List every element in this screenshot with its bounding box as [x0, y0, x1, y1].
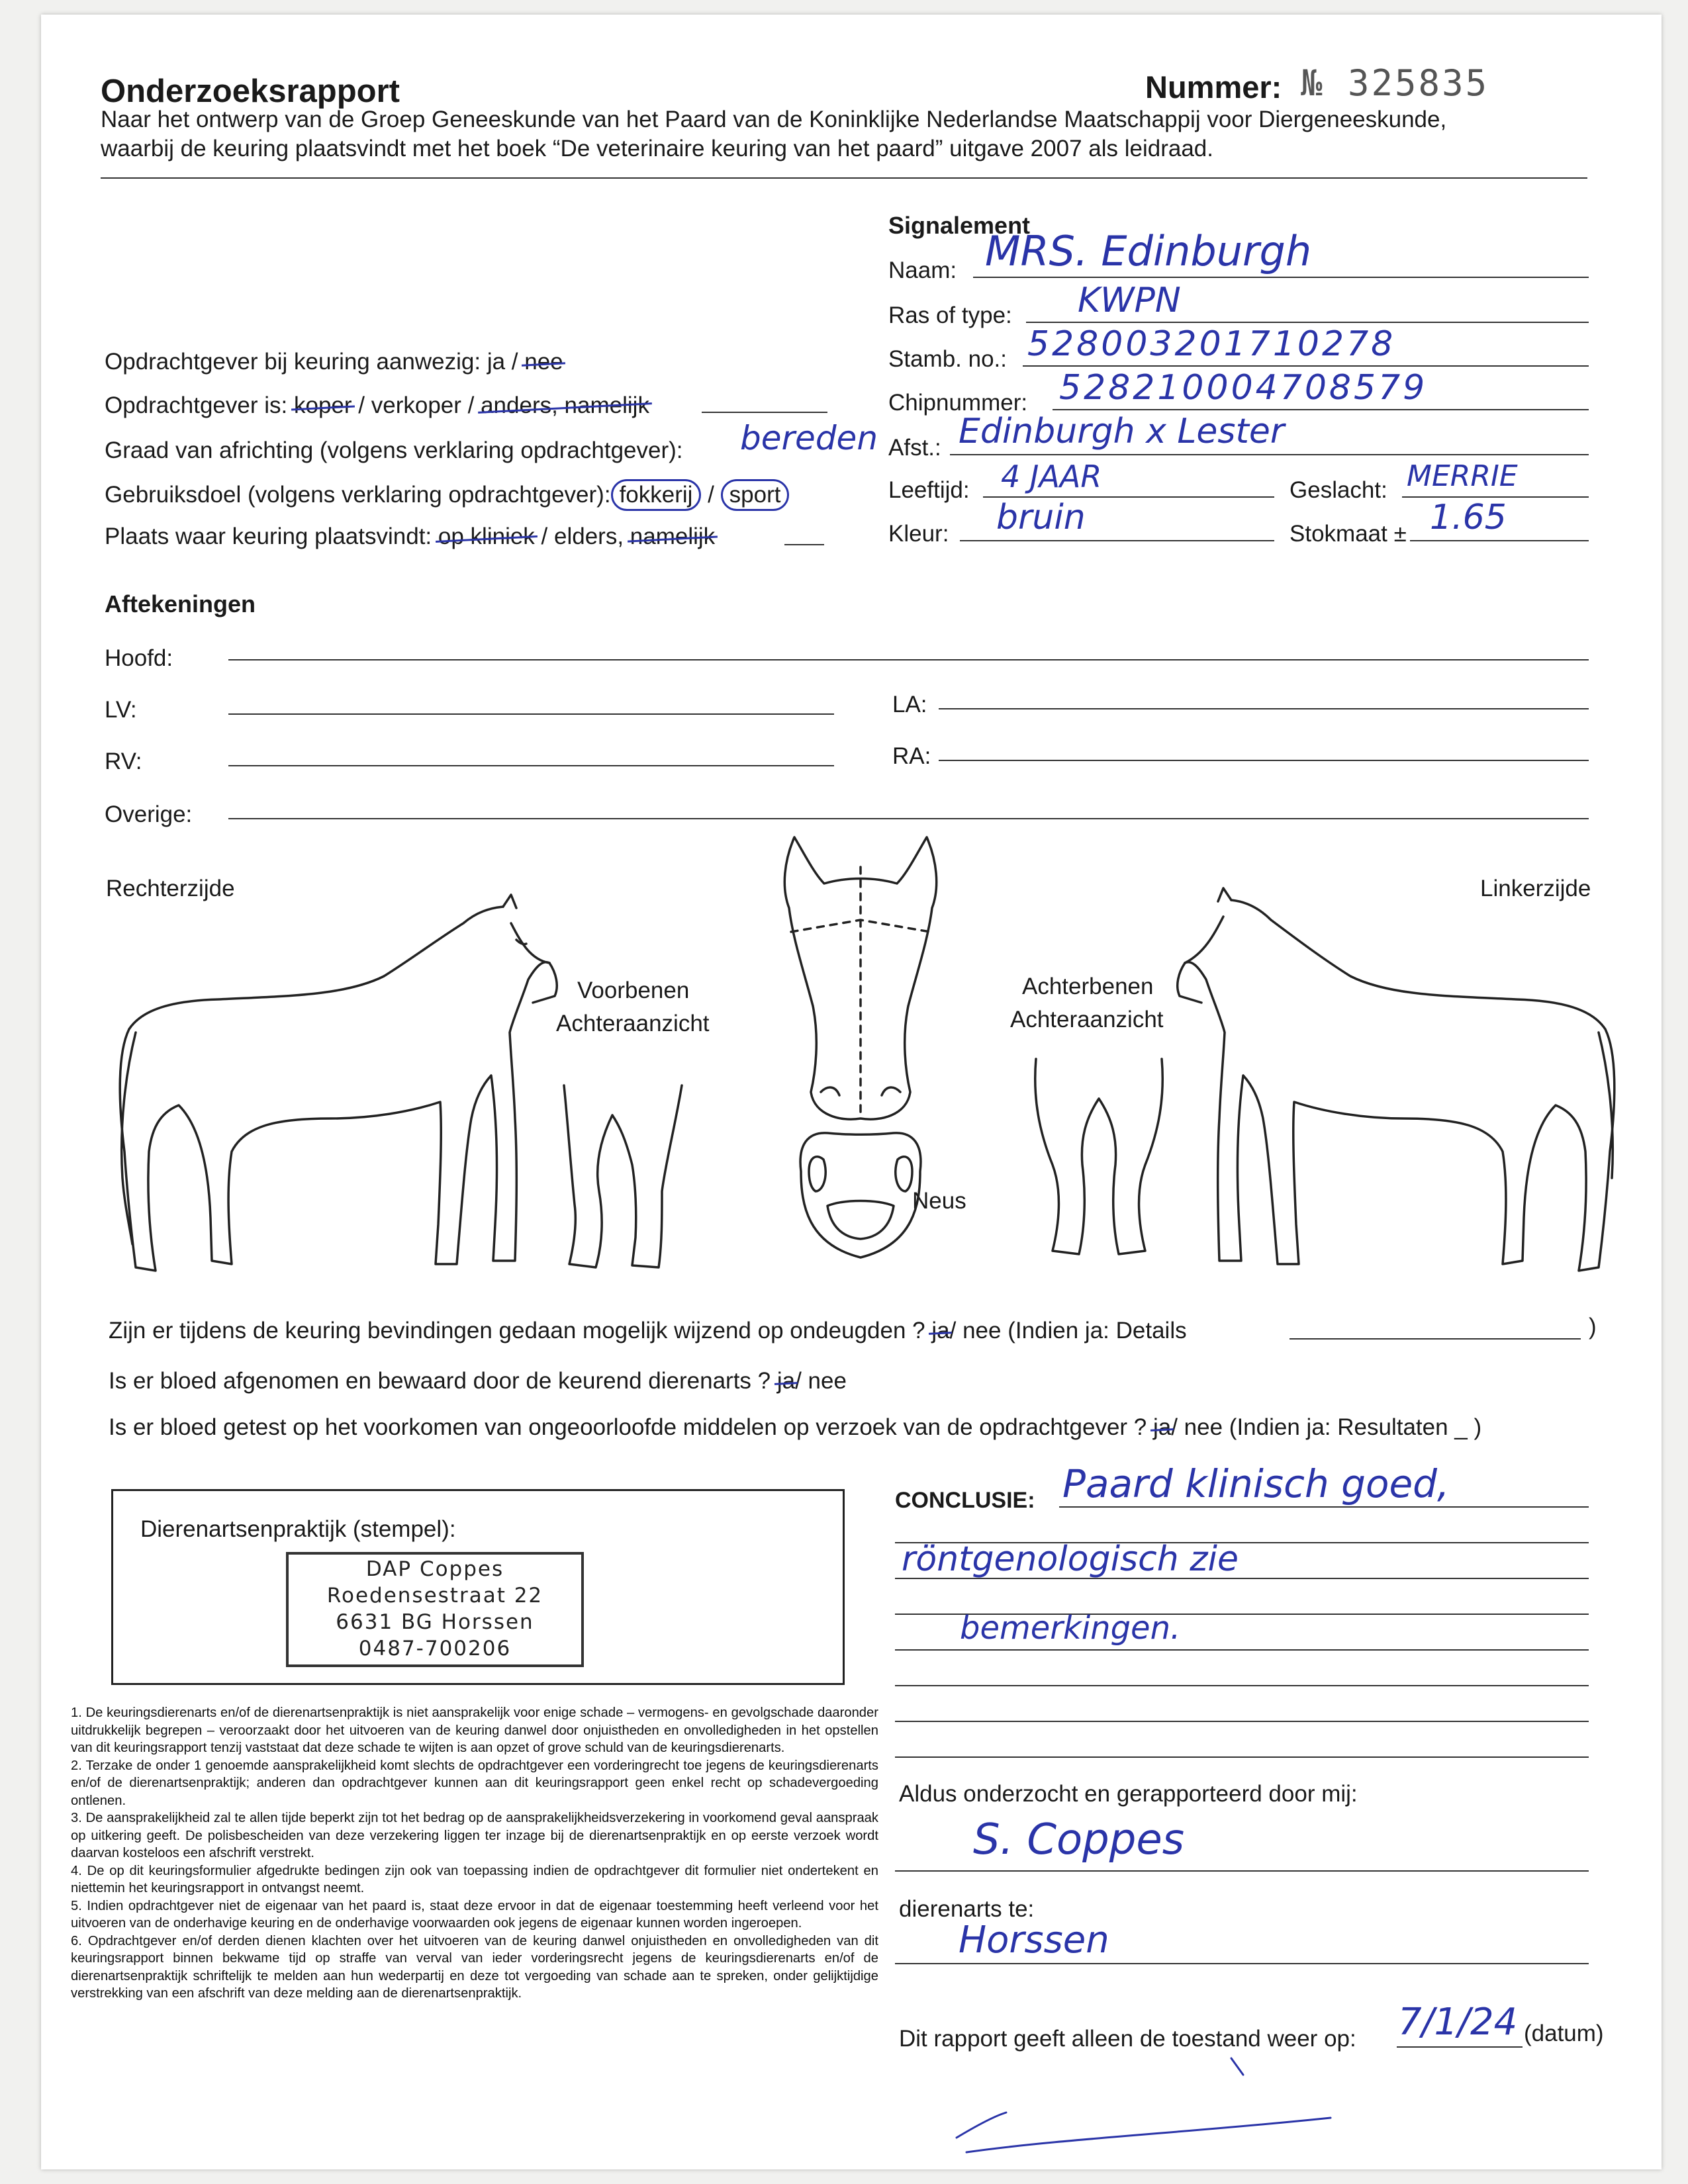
conclusie-value-2: röntgenologisch zie: [902, 1539, 1239, 1579]
neus-label: Neus: [912, 1188, 966, 1214]
kleur-label: Kleur:: [888, 521, 949, 547]
footnote-2: 2. Terzake de onder 1 genoemde aansprakelijkheid komt slechts de opdrachtgever een vorderingrecht toe jegens de keuringsdierenarts en/of de dierenartsenpraktijk; anderen dan opdrachtgever kunnen aan dit keuringsrapport geen enkel recht op schadevergoeding ontlenen.: [71, 1758, 878, 1808]
voorbenen-sub-label: Achteraanzicht: [556, 1011, 710, 1036]
ras-value: KWPN: [1078, 281, 1181, 320]
stamp-box-label: Dierenartsenpraktijk (stempel):: [140, 1516, 456, 1542]
elders-option: / elders,: [541, 523, 624, 549]
gebruik-sep: /: [708, 482, 714, 508]
subtitle-line-1: Naar het ontwerp van de Groep Geneeskunde van het Paard van de Koninklijke Nederlandse Maatschappij voor Diergeneeskunde,: [101, 107, 1447, 132]
datum-value: 7/1/24: [1398, 2001, 1518, 2044]
q1-text: Zijn er tijdens de keuring bevindingen gedaan mogelijk wijzend op ondeugden ?: [109, 1318, 925, 1343]
q1-ja-struck: ja: [931, 1318, 950, 1343]
q3-text: Is er bloed getest op het voorkomen van ongeoorloofde middelen op verzoek van de opdrachtgever ?: [109, 1414, 1147, 1440]
la-label: LA:: [892, 692, 927, 717]
stamb-label: Stamb. no.:: [888, 346, 1007, 372]
aanwezig-nee-struck: nee: [524, 349, 563, 375]
stamp-line-2: Roedensestraat 22: [326, 1584, 543, 1608]
namelijk-struck: namelijk: [630, 523, 716, 549]
stamp-line-1: DAP Coppes: [365, 1557, 504, 1581]
pen-mark-icon: [1231, 2058, 1243, 2075]
naam-label: Naam:: [888, 257, 957, 283]
leeftijd-value: 4 JAAR: [1001, 459, 1102, 494]
gebruik-sport-circled: sport: [721, 479, 790, 511]
gebruik-fokkerij-circled: fokkerij: [611, 479, 702, 511]
linkerzijde-label: Linkerzijde: [1480, 876, 1591, 901]
signalement-heading: Signalement: [888, 212, 1031, 239]
form-number: № 325835: [1301, 62, 1489, 104]
aanwezig-label: Opdrachtgever bij keuring aanwezig: ja /: [105, 349, 518, 375]
datum-label: (datum): [1524, 2021, 1604, 2046]
stamp-line-3: 6631 BG Horssen: [336, 1610, 534, 1634]
geslacht-value: MERRIE: [1407, 459, 1518, 493]
footnote-6: 6. Opdrachtgever en/of derden dienen klachten over het uitvoeren van de keuring danwel onjuistheden en onvolledigheden van dit keuringsrapport binnen bekwame tijd op straffe van verval van ieder vorderingsrecht jegens de keuringsdierenarts en/of de dierenartsenpraktijk schriftelijk te melden aan hun wederpartij en deze tot vergoeding van schade aan te spreken, onder gelijktijdige verstrekking van een afschrift van deze melding aan de dierenartsenpraktijk.: [71, 1933, 878, 2001]
q2-ja-struck: ja: [776, 1368, 796, 1394]
lv-label: LV:: [105, 697, 137, 723]
conclusie-label: CONCLUSIE:: [895, 1488, 1035, 1513]
signature-stroke-icon: [957, 2113, 1331, 2152]
stokmaat-label: Stokmaat ±: [1289, 521, 1407, 547]
conclusie-value-3: bemerkingen.: [960, 1610, 1181, 1647]
footnote-3: 3. De aansprakelijkheid zal te allen tijde beperkt zijn tot het bedrag op de aansprakelijkheidsverzekering in voorkomend geval aanspraak op uitkering geeft. De polisbescheiden van deze verzekering liggen ter inzage bij de dierenartsenpraktijk en op eerste verzoek wordt daarvan kosteloos een afschrift verstrekt.: [71, 1811, 878, 1860]
graad-value: bereden: [740, 419, 878, 457]
dierenarts-label: dierenarts te:: [899, 1896, 1035, 1922]
leeftijd-label: Leeftijd:: [888, 477, 970, 503]
stokmaat-value: 1.65: [1430, 498, 1507, 537]
verkoper-option: / verkoper /: [358, 392, 475, 418]
q1-close: ): [1589, 1314, 1597, 1340]
ra-label: RA:: [892, 743, 931, 769]
signoff-place: Horssen: [959, 1919, 1109, 1962]
ras-label: Ras of type:: [888, 302, 1012, 328]
form-title: Onderzoeksrapport: [101, 73, 400, 109]
q1-rest: / nee (Indien ja: Details: [949, 1318, 1187, 1343]
q2-text: Is er bloed afgenomen en bewaard door de keurend dierenarts ?: [109, 1368, 771, 1394]
signature-name: S. Coppes: [973, 1815, 1185, 1864]
opdrachtgever-is-label: Opdrachtgever is:: [105, 392, 288, 418]
achterbenen-sub-label: Achteraanzicht: [1010, 1007, 1164, 1032]
q2-rest: / nee: [795, 1368, 847, 1394]
aftekeningen-heading: Aftekeningen: [105, 590, 256, 617]
chip-value: 528210004708579: [1059, 368, 1428, 408]
achterbenen-label: Achterbenen: [1022, 974, 1154, 999]
graad-label: Graad van africhting (volgens verklaring opdrachtgever):: [105, 437, 683, 463]
voorbenen-label: Voorbenen: [577, 978, 690, 1003]
rapport-label: Dit rapport geeft alleen de toestand weer op:: [899, 2026, 1356, 2052]
plaats-label: Plaats waar keuring plaatsvindt:: [105, 523, 432, 549]
q3-ja-struck: ja: [1152, 1414, 1172, 1440]
kliniek-struck: op kliniek: [438, 523, 535, 549]
geslacht-label: Geslacht:: [1289, 477, 1387, 503]
aldus-label: Aldus onderzocht en gerapporteerd door mij:: [899, 1781, 1358, 1807]
number-label: Nummer:: [1145, 69, 1282, 105]
footnote-5: 5. Indien opdrachtgever niet de eigenaar van het paard is, staat deze ervoor in dat de eigenaar toestemming heeft verleend voor het uitvoeren van de onderhavige keuring en de onderhavige voorwaarden ook jegens de eigenaar kunnen worden ingeroepen.: [71, 1898, 878, 1931]
conclusie-value-1: Paard klinisch goed,: [1062, 1461, 1450, 1506]
rv-label: RV:: [105, 749, 142, 774]
overige-label: Overige:: [105, 801, 193, 827]
stamp-line-4: 0487-700206: [358, 1637, 512, 1661]
kleur-value: bruin: [996, 498, 1086, 537]
afst-value: Edinburgh x Lester: [959, 412, 1285, 451]
naam-value: MRS. Edinburgh: [985, 227, 1312, 275]
rechterzijde-label: Rechterzijde: [106, 876, 235, 901]
stamb-value: 528003201710278: [1027, 324, 1396, 364]
chip-label: Chipnummer:: [888, 390, 1028, 416]
koper-struck: koper: [293, 392, 352, 418]
afst-label: Afst.:: [888, 435, 941, 461]
footnote-1: 1. De keuringsdierenarts en/of de dierenartsenpraktijk is niet aansprakelijk voor enige schade – vermogens- en gevolgschade daaronder uitdrukkelijk begrepen – veroorzaakt door het uitvoeren van de keuring danwel door onjuistheden en onvolledigheden in het opstellen van dit keuringsrapport tenzij vaststaat dat deze schade te wijten is aan opzet of grove schuld van de keuringsdierenarts.: [71, 1706, 878, 1755]
footnote-4: 4. De op dit keuringsformulier afgedrukte bedingen zijn ook van toepassing indien de opdrachtgever dit formulier niet ondertekent en niettemin het keuringsrapport in ontvangst neemt.: [71, 1863, 878, 1895]
q3-rest: / nee (Indien ja: Resultaten _ ): [1171, 1414, 1482, 1440]
gebruik-label: Gebruiksdoel (volgens verklaring opdrachtgever):: [105, 482, 611, 508]
hoofd-label: Hoofd:: [105, 645, 173, 671]
subtitle-line-2: waarbij de keuring plaatsvindt met het boek “De veterinaire keuring van het paard” uitgave 2007 als leidraad.: [101, 136, 1213, 161]
anders-struck: anders, namelijk: [481, 392, 649, 418]
